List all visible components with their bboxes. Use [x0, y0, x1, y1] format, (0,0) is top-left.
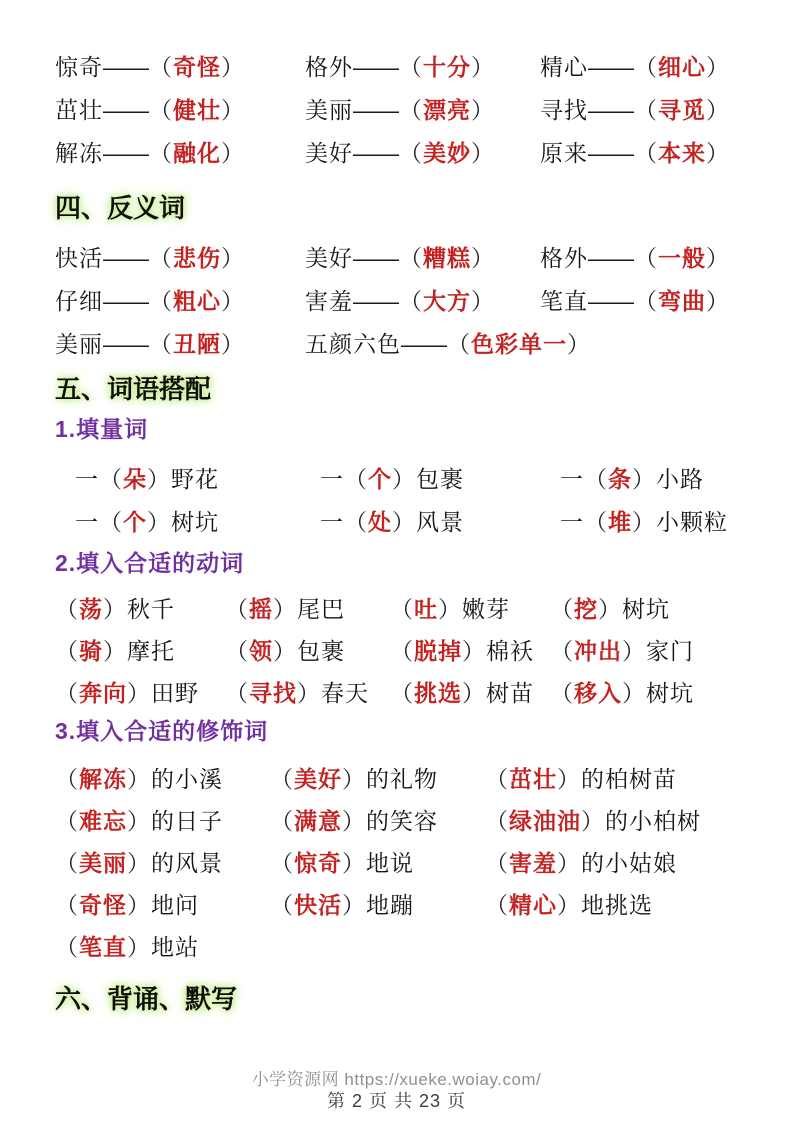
section-heading-recitation: 六、背诵、默写 — [55, 984, 238, 1014]
noun-word: 的小柏树 — [605, 808, 701, 834]
noun-word: 地蹦 — [366, 892, 414, 918]
noun-word: 风景 — [416, 509, 464, 535]
verbs-section — [55, 588, 763, 714]
close-paren: ） — [581, 808, 605, 834]
pair-left-word: 解冻 — [55, 140, 103, 166]
answer-word: 挑选 — [414, 680, 462, 706]
answer-word: 细心 — [658, 54, 706, 80]
footer-page-number: 第 2 页 共 23 页 — [326, 1091, 467, 1111]
quantifiers-section — [55, 458, 763, 544]
noun-word: 的笑容 — [366, 808, 438, 834]
pair-left-word: 快活 — [55, 245, 103, 271]
answer-word: 粗心 — [173, 288, 221, 314]
open-paren: （ — [55, 850, 79, 876]
close-paren: ） — [127, 766, 151, 792]
noun-word: 的礼物 — [366, 766, 438, 792]
verb-item — [390, 672, 550, 714]
number-prefix: 一 — [75, 509, 99, 535]
noun-word: 尾巴 — [297, 596, 345, 622]
answer-word: 骑 — [79, 638, 103, 664]
close-paren: ） — [103, 596, 127, 622]
word-pair — [55, 280, 305, 323]
answer-word: 融化 — [173, 140, 221, 166]
answer-word: 美妙 — [423, 140, 471, 166]
row — [55, 46, 763, 89]
close-paren: ） — [567, 331, 591, 357]
word-pair — [55, 132, 305, 175]
subheading-modifiers: 3.填入合适的修饰词 — [55, 718, 269, 744]
noun-word: 秋千 — [127, 596, 175, 622]
number-prefix: 一 — [320, 466, 344, 492]
close-paren: ） — [127, 892, 151, 918]
verb-item — [390, 630, 550, 672]
dash-connector: —— — [353, 54, 399, 80]
quantifier-item — [560, 458, 763, 501]
answer-word: 个 — [123, 509, 147, 535]
modifier-item — [270, 842, 485, 884]
word-pair — [55, 46, 305, 89]
dash-connector: —— — [103, 54, 149, 80]
close-paren: ） — [221, 140, 245, 166]
open-paren: （ — [225, 680, 249, 706]
open-paren: （ — [270, 850, 294, 876]
pair-left-word: 格外 — [540, 245, 588, 271]
close-paren: ） — [273, 638, 297, 664]
close-paren: ） — [706, 54, 730, 80]
open-paren: （ — [390, 680, 414, 706]
close-paren: ） — [706, 97, 730, 123]
answer-word: 解冻 — [79, 766, 127, 792]
open-paren: （ — [270, 808, 294, 834]
answer-word: 色彩单一 — [471, 331, 567, 357]
quantifier-item — [320, 501, 560, 544]
answer-word: 害羞 — [509, 850, 557, 876]
open-paren: （ — [149, 288, 173, 314]
dash-connector: —— — [103, 288, 149, 314]
modifier-item — [270, 800, 485, 842]
row — [55, 588, 763, 630]
close-paren: ） — [273, 596, 297, 622]
answer-word: 大方 — [423, 288, 471, 314]
row — [55, 280, 763, 323]
close-paren: ） — [221, 288, 245, 314]
pair-left-word: 美丽 — [305, 97, 353, 123]
row — [55, 132, 763, 175]
row — [55, 884, 763, 926]
open-paren: （ — [225, 638, 249, 664]
verb-item — [55, 672, 225, 714]
quantifier-item — [75, 458, 320, 501]
open-paren: （ — [634, 54, 658, 80]
answer-word: 惊奇 — [294, 850, 342, 876]
modifier-item — [55, 800, 270, 842]
noun-word: 野花 — [171, 466, 219, 492]
open-paren: （ — [485, 766, 509, 792]
answer-word: 美丽 — [79, 850, 127, 876]
close-paren: ） — [462, 638, 486, 664]
answer-word: 荡 — [79, 596, 103, 622]
number-prefix: 一 — [560, 509, 584, 535]
open-paren: （ — [399, 97, 423, 123]
close-paren: ） — [622, 680, 646, 706]
close-paren: ） — [471, 245, 495, 271]
verb-item — [225, 672, 390, 714]
noun-word: 地说 — [366, 850, 414, 876]
row — [55, 800, 763, 842]
answer-word: 奔向 — [79, 680, 127, 706]
dash-connector: —— — [588, 140, 634, 166]
dash-connector: —— — [588, 288, 634, 314]
open-paren: （ — [55, 892, 79, 918]
close-paren: ） — [462, 680, 486, 706]
modifier-item — [485, 884, 763, 926]
pair-left-word: 寻找 — [540, 97, 588, 123]
close-paren: ） — [632, 466, 656, 492]
noun-word: 地站 — [151, 934, 199, 960]
open-paren: （ — [634, 97, 658, 123]
open-paren: （ — [149, 54, 173, 80]
word-pair — [305, 46, 540, 89]
close-paren: ） — [706, 140, 730, 166]
antonyms-section — [55, 237, 763, 366]
noun-word: 树坑 — [622, 596, 670, 622]
word-pair — [305, 237, 540, 280]
noun-word: 春天 — [321, 680, 369, 706]
pair-left-word: 惊奇 — [55, 54, 103, 80]
close-paren: ） — [221, 331, 245, 357]
answer-word: 寻觅 — [658, 97, 706, 123]
close-paren: ） — [471, 54, 495, 80]
close-paren: ） — [221, 54, 245, 80]
noun-word: 树坑 — [646, 680, 694, 706]
close-paren: ） — [438, 596, 462, 622]
close-paren: ） — [632, 509, 656, 535]
pair-left-word: 美好 — [305, 140, 353, 166]
close-paren: ） — [103, 638, 127, 664]
dash-connector: —— — [103, 140, 149, 166]
close-paren: ） — [392, 466, 416, 492]
open-paren: （ — [390, 596, 414, 622]
open-paren: （ — [399, 245, 423, 271]
number-prefix: 一 — [320, 509, 344, 535]
open-paren: （ — [399, 54, 423, 80]
pair-left-word: 原来 — [540, 140, 588, 166]
answer-word: 挖 — [574, 596, 598, 622]
dash-connector: —— — [103, 331, 149, 357]
open-paren: （ — [55, 596, 79, 622]
close-paren: ） — [147, 509, 171, 535]
open-paren: （ — [485, 850, 509, 876]
word-pair — [305, 89, 540, 132]
modifiers-section — [55, 758, 763, 968]
close-paren: ） — [221, 97, 245, 123]
row — [55, 758, 763, 800]
modifier-item — [485, 800, 763, 842]
answer-word: 处 — [368, 509, 392, 535]
row — [55, 630, 763, 672]
dash-connector: —— — [588, 97, 634, 123]
open-paren: （ — [634, 288, 658, 314]
answer-word: 本来 — [658, 140, 706, 166]
answer-word: 摇 — [249, 596, 273, 622]
page-footer — [0, 1070, 793, 1112]
answer-word: 丑陋 — [173, 331, 221, 357]
open-paren: （ — [149, 140, 173, 166]
noun-word: 嫩芽 — [462, 596, 510, 622]
row — [55, 926, 763, 968]
word-pair — [55, 89, 305, 132]
dash-connector: —— — [588, 54, 634, 80]
answer-word: 精心 — [509, 892, 557, 918]
dash-connector: —— — [353, 140, 399, 166]
noun-word: 的柏树苗 — [581, 766, 677, 792]
number-prefix: 一 — [75, 466, 99, 492]
word-pair — [540, 237, 763, 280]
noun-word: 棉袄 — [486, 638, 534, 664]
answer-word: 奇怪 — [173, 54, 221, 80]
noun-word: 地问 — [151, 892, 199, 918]
open-paren: （ — [55, 934, 79, 960]
noun-word: 家门 — [646, 638, 694, 664]
open-paren: （ — [584, 466, 608, 492]
answer-word: 脱掉 — [414, 638, 462, 664]
close-paren: ） — [127, 934, 151, 960]
answer-word: 堆 — [608, 509, 632, 535]
word-pair — [305, 323, 591, 366]
noun-word: 小路 — [656, 466, 704, 492]
answer-word: 领 — [249, 638, 273, 664]
pair-left-word: 五颜六色 — [305, 331, 401, 357]
open-paren: （ — [55, 766, 79, 792]
dash-connector: —— — [353, 288, 399, 314]
answer-word: 一般 — [658, 245, 706, 271]
dash-connector: —— — [353, 245, 399, 271]
row — [55, 323, 763, 366]
answer-word: 吐 — [414, 596, 438, 622]
word-pair — [305, 132, 540, 175]
open-paren: （ — [344, 466, 368, 492]
noun-word: 的小姑娘 — [581, 850, 677, 876]
close-paren: ） — [598, 596, 622, 622]
open-paren: （ — [344, 509, 368, 535]
row — [55, 237, 763, 280]
answer-word: 难忘 — [79, 808, 127, 834]
footer-site-url: 小学资源网 https://xueke.woiay.com/ — [251, 1070, 542, 1089]
close-paren: ） — [342, 892, 366, 918]
quantifier-item — [75, 501, 320, 544]
noun-word: 小颗粒 — [656, 509, 728, 535]
open-paren: （ — [99, 466, 123, 492]
modifier-item — [55, 842, 270, 884]
modifier-item — [55, 884, 270, 926]
pair-left-word: 害羞 — [305, 288, 353, 314]
dash-connector: —— — [103, 245, 149, 271]
answer-word: 糟糕 — [423, 245, 471, 271]
open-paren: （ — [149, 97, 173, 123]
close-paren: ） — [471, 97, 495, 123]
section-heading-collocation: 五、词语搭配 — [55, 374, 212, 404]
close-paren: ） — [622, 638, 646, 664]
word-pair — [540, 89, 763, 132]
verb-item — [550, 588, 763, 630]
open-paren: （ — [149, 245, 173, 271]
open-paren: （ — [584, 509, 608, 535]
open-paren: （ — [55, 680, 79, 706]
answer-word: 个 — [368, 466, 392, 492]
row — [55, 672, 763, 714]
answer-word: 冲出 — [574, 638, 622, 664]
answer-word: 移入 — [574, 680, 622, 706]
open-paren: （ — [634, 140, 658, 166]
verb-item — [550, 672, 763, 714]
verb-item — [55, 588, 225, 630]
noun-word: 地挑选 — [581, 892, 653, 918]
open-paren: （ — [485, 808, 509, 834]
row — [55, 842, 763, 884]
modifier-item — [485, 842, 763, 884]
answer-word: 快活 — [294, 892, 342, 918]
answer-word: 悲伤 — [173, 245, 221, 271]
open-paren: （ — [550, 680, 574, 706]
close-paren: ） — [127, 680, 151, 706]
modifier-item — [270, 884, 485, 926]
word-pair — [55, 323, 305, 366]
verb-item — [550, 630, 763, 672]
noun-word: 树苗 — [486, 680, 534, 706]
dash-connector: —— — [588, 245, 634, 271]
dash-connector: —— — [103, 97, 149, 123]
open-paren: （ — [634, 245, 658, 271]
close-paren: ） — [557, 850, 581, 876]
number-prefix: 一 — [560, 466, 584, 492]
noun-word: 树坑 — [171, 509, 219, 535]
row — [55, 458, 763, 501]
synonyms-section — [55, 46, 763, 175]
pair-left-word: 美好 — [305, 245, 353, 271]
answer-word: 奇怪 — [79, 892, 127, 918]
subheading-quantifiers: 1.填量词 — [55, 416, 149, 442]
close-paren: ） — [147, 466, 171, 492]
noun-word: 田野 — [151, 680, 199, 706]
open-paren: （ — [447, 331, 471, 357]
answer-word: 满意 — [294, 808, 342, 834]
pair-left-word: 仔细 — [55, 288, 103, 314]
close-paren: ） — [392, 509, 416, 535]
close-paren: ） — [297, 680, 321, 706]
open-paren: （ — [399, 288, 423, 314]
modifier-item — [485, 758, 763, 800]
open-paren: （ — [270, 766, 294, 792]
close-paren: ） — [471, 288, 495, 314]
pair-left-word: 美丽 — [55, 331, 103, 357]
noun-word: 包裹 — [297, 638, 345, 664]
open-paren: （ — [55, 808, 79, 834]
answer-word: 漂亮 — [423, 97, 471, 123]
verb-item — [225, 630, 390, 672]
answer-word: 美好 — [294, 766, 342, 792]
verb-item — [390, 588, 550, 630]
close-paren: ） — [557, 892, 581, 918]
open-paren: （ — [399, 140, 423, 166]
modifier-item — [55, 926, 270, 968]
close-paren: ） — [706, 245, 730, 271]
noun-word: 包裹 — [416, 466, 464, 492]
close-paren: ） — [342, 808, 366, 834]
quantifier-item — [320, 458, 560, 501]
quantifier-item — [560, 501, 763, 544]
dash-connector: —— — [353, 97, 399, 123]
section-heading-antonyms: 四、反义词 — [55, 193, 186, 223]
answer-word: 条 — [608, 466, 632, 492]
close-paren: ） — [557, 766, 581, 792]
answer-word: 弯曲 — [658, 288, 706, 314]
close-paren: ） — [471, 140, 495, 166]
open-paren: （ — [485, 892, 509, 918]
row — [55, 89, 763, 132]
noun-word: 的小溪 — [151, 766, 223, 792]
modifier-item — [270, 758, 485, 800]
answer-word: 朵 — [123, 466, 147, 492]
pair-left-word: 茁壮 — [55, 97, 103, 123]
answer-word: 笔直 — [79, 934, 127, 960]
close-paren: ） — [706, 288, 730, 314]
close-paren: ） — [127, 850, 151, 876]
word-pair — [540, 280, 763, 323]
verb-item — [225, 588, 390, 630]
verb-item — [55, 630, 225, 672]
word-pair — [540, 46, 763, 89]
answer-word: 茁壮 — [509, 766, 557, 792]
noun-word: 的风景 — [151, 850, 223, 876]
close-paren: ） — [221, 245, 245, 271]
noun-word: 摩托 — [127, 638, 175, 664]
word-pair — [55, 237, 305, 280]
subheading-verbs: 2.填入合适的动词 — [55, 550, 245, 576]
pair-left-word: 精心 — [540, 54, 588, 80]
open-paren: （ — [270, 892, 294, 918]
open-paren: （ — [149, 331, 173, 357]
close-paren: ） — [127, 808, 151, 834]
answer-word: 绿油油 — [509, 808, 581, 834]
answer-word: 十分 — [423, 54, 471, 80]
close-paren: ） — [342, 850, 366, 876]
close-paren: ） — [342, 766, 366, 792]
open-paren: （ — [99, 509, 123, 535]
open-paren: （ — [550, 638, 574, 664]
open-paren: （ — [55, 638, 79, 664]
pair-left-word: 笔直 — [540, 288, 588, 314]
pair-left-word: 格外 — [305, 54, 353, 80]
open-paren: （ — [550, 596, 574, 622]
answer-word: 寻找 — [249, 680, 297, 706]
open-paren: （ — [390, 638, 414, 664]
word-pair — [540, 132, 763, 175]
dash-connector: —— — [401, 331, 447, 357]
modifier-item — [55, 758, 270, 800]
noun-word: 的日子 — [151, 808, 223, 834]
row — [55, 501, 763, 544]
open-paren: （ — [225, 596, 249, 622]
answer-word: 健壮 — [173, 97, 221, 123]
word-pair — [305, 280, 540, 323]
